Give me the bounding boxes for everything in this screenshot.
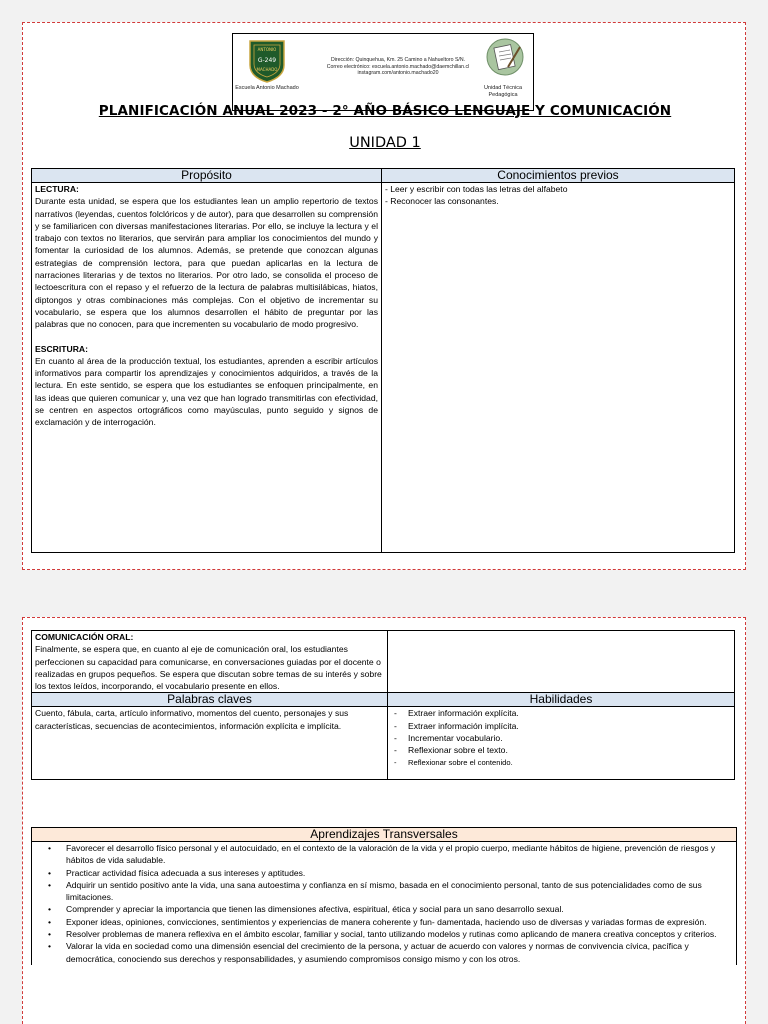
palabras-cell: Cuento, fábula, carta, artículo informativo, momentos del cuento, personajes y sus características, secuencias de acontecimientos, información explícita e implícita. [32,707,388,780]
document-page-1 [22,22,746,570]
aprendizajes-transversales [31,827,737,965]
habilidad-item: - Reflexionar sobre el texto. [391,744,731,756]
proposito-cell [32,183,382,553]
previo-item: - Leer y escribir con todas las letras del alfabeto [385,184,568,194]
oral-empty-cell [388,631,735,693]
aprendizajes-header: Aprendizajes Transversales [32,828,736,842]
aprendizaje-item: • Exponer ideas, opiniones, convicciones, sentimientos y experiencias de manera coherente y fun- damentada, haciendo uso de diversas y variadas formas de expresión. [32,916,732,928]
habilidades-cell [388,707,735,780]
svg-text:ANTONIO: ANTONIO [257,47,277,52]
school-address: Dirección: Quinquehua, Km. 25 Camino a Nahueltoro S/N. Correo electrónico: escuela.antonio.machado@daemchillan.cl instagram.com/antonio.machado20 [326,57,470,76]
oral-skills-table [31,630,735,780]
escritura-title: ESCRITURA: [35,343,88,354]
habilidad-item: - Extraer información implícita. [391,720,731,732]
page-title: PLANIFICACIÓN ANUAL 2023 - 2° AÑO BÁSICO LENGUAJE Y COMUNICACIÓN [98,103,672,119]
previo-item: - Reconocer las consonantes. [385,196,499,207]
school-crest-icon [248,39,286,83]
habilidad-item: - Reflexionar sobre el contenido. [391,757,731,769]
aprendizaje-item: • Resolver problemas de manera reflexiva en el ámbito escolar, familiar y social, tanto utilizando modelos y rutinas como aplicando de manera creativa conceptos y criterios. [32,928,732,940]
conocimientos-cell [382,183,735,553]
habilidad-item: - Extraer información explícita. [391,707,731,719]
svg-text:MACHADO: MACHADO [256,67,278,72]
palabras-header: Palabras claves [32,693,388,707]
aprendizaje-item: • Favorecer el desarrollo físico personal y el autocuidado, en el contexto de la valoración de la vida y el propio cuerpo, mediante hábitos de higiene, prevención de riesgos y hábitos de vida saludable. [32,842,732,867]
lectura-title: LECTURA: [35,184,79,194]
letterhead [232,33,534,111]
unit-title: UNIDAD 1 [349,135,421,151]
aprendizaje-item: • Practicar actividad física adecuada a sus intereses y aptitudes. [32,867,732,879]
conocimientos-header: Conocimientos previos [382,169,735,183]
purpose-table [31,168,735,553]
aprendizaje-item: • Valorar la vida en sociedad como una dimensión esencial del crecimiento de la persona, y actuar de acuerdo con valores y normas de convivencia cívica, pacífica y democrática, conociendo sus derechos y responsabilidades, y asumiendo compromisos consigo mismo y con los otros. [32,940,732,965]
oral-title: COMUNICACIÓN ORAL: [35,632,134,642]
svg-text:G-249: G-249 [257,57,277,64]
escritura-text: En cuanto al área de la producción textual, los estudiantes, aprenden a escribir artículos informativos para compartir los aprendizajes y conocimientos adquiridos, a través de la lectura. En este sentido, se espera que los estudiantes se enfoquen principalmente, en las ideas que quieren comunicar y, una vez que han logrado transmitirlas con efectividad, se centren en aspectos ortográficos como mayúsculas, punto seguido y signos de exclamación y de interrogación. [35,355,378,428]
oral-text: Finalmente, se espera que, en cuanto al eje de comunicación oral, los estudiantes perfeccionen su capacidad para comunicarse, en conversaciones guiadas por el docente o realizadas en grupos pequeños. Se espera que discutan sobre temas de su interés y sobre los textos leídos, incorporando, el vocabulario presente en ellos. [35,644,382,692]
oral-cell [32,631,388,693]
utp-label: Unidad Técnica Pedagógica [483,85,523,98]
utp-notepad-icon [486,37,524,81]
habilidades-header: Habilidades [388,693,735,707]
aprendizaje-item: • Comprender y apreciar la importancia que tienen las dimensiones afectiva, espiritual, ética y social para un sano desarrollo sexual. [32,903,732,915]
aprendizaje-item: • Adquirir un sentido positivo ante la vida, una sana autoestima y confianza en sí mismo, basada en el conocimiento personal, tanto de sus potencialidades como de sus limitaciones. [32,879,732,904]
lectura-text: Durante esta unidad, se espera que los estudiantes lean un amplio repertorio de textos narrativos (leyendas, cuentos folclóricos y de autor), para que desarrollen su comprensión y se familiaricen con diversas manifestaciones literarias. Por ello, se incluye la lectura y el trabajo con textos no literarios, que servirán para ampliar los conocimientos del mundo y fomentar la curiosidad de los alumnos. Además, se pretende que conozcan algunas estrategias de comprensión lectora, para que puedan aplicarlas en la lectura de narraciones literarias y de textos no literarios. Por otro lado, se consolida el proceso de lectoescritura con el repaso y el refuerzo de la lectura de palabras multisilábicas, hiatos, diptongos y otras combinaciones más complejas. Con el objetivo de incrementar su vocabulario, se espera que los alumnos desarrollen el hábito de preguntar por las palabras que no conocen, para que incrementen su vocabulario de modo progresivo. [35,196,378,330]
school-name: Escuela Antonio Machado [235,85,299,91]
proposito-header: Propósito [32,169,382,183]
document-page-2 [22,617,746,1024]
habilidad-item: - Incrementar vocabulario. [391,732,731,744]
